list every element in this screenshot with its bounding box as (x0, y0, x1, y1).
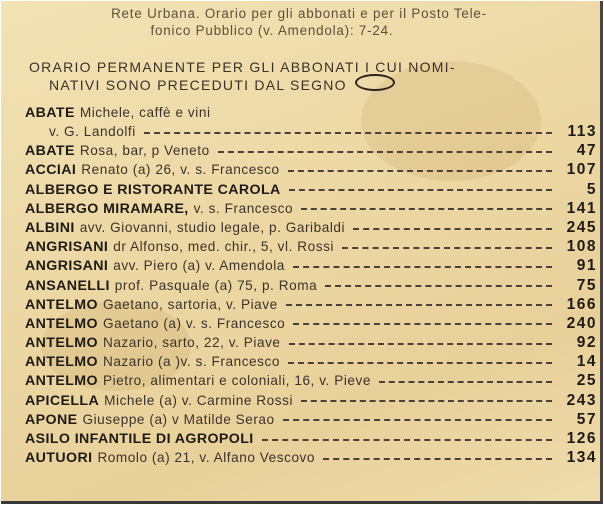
subscriber-name: ANTELMO (25, 335, 98, 352)
listing-entry (25, 410, 597, 429)
subscriber-name: ASILO INFANTILE DI AGROPOLI (25, 431, 254, 447)
subscriber-detail: Michele (a) v. Carmine Rossi (104, 392, 294, 408)
subscriber-name: ANGRISANI (25, 239, 109, 256)
dotted-leader (353, 226, 552, 230)
subscriber-detail: Romolo (a) 21, v. Alfano Vescovo (97, 450, 316, 466)
phone-number: 92 (576, 334, 597, 352)
listing-entry (25, 276, 597, 295)
subscriber-name: ALBERGO E RISTORANTE CAROLA (25, 181, 281, 198)
subscriber-detail: Nazario, sarto, 22, v. Piave (102, 335, 281, 351)
dotted-leader (286, 302, 552, 306)
listing-entry (25, 218, 597, 237)
subscriber-name: APONE (25, 411, 78, 428)
listing-entry (25, 256, 597, 275)
dotted-leader (301, 398, 552, 402)
dotted-leader (323, 456, 552, 460)
notice-line-1: ORARIO PERMANENTE PER GLI ABBONATI I CUI NOMI- (29, 59, 456, 75)
subscriber-detail: Gaetano, sartoria, v. Piave (102, 296, 278, 312)
listing-entry (25, 429, 597, 448)
phone-number: 75 (576, 276, 597, 294)
listing-entry (25, 180, 597, 199)
dotted-leader (379, 379, 552, 383)
phone-number: 243 (566, 391, 597, 409)
phone-number: 47 (576, 142, 597, 160)
phone-number: 25 (576, 372, 597, 390)
subscriber-name: ANSANELLI (25, 277, 110, 294)
phone-number: 107 (566, 161, 597, 179)
phone-number: 141 (566, 199, 597, 217)
notice-line-2 (49, 77, 456, 95)
subscriber-detail: v. s. Francesco (193, 200, 294, 216)
listing-entry (25, 391, 597, 410)
listing-entry (25, 237, 597, 256)
subscriber-name: ALBINI (25, 219, 75, 236)
dotted-leader (283, 417, 552, 421)
subscriber-name: ANTELMO (25, 296, 98, 313)
phone-number: 14 (576, 353, 597, 371)
notice-line-2-text: NATIVI SONO PRECEDUTI DAL SEGNO (49, 76, 347, 93)
subscriber-detail: Nazario (a )v. s. Francesco (102, 354, 280, 370)
listing-entry (25, 448, 597, 467)
listing-entry (25, 371, 597, 390)
subscriber-detail: Pietro, alimentari e coloniali, 16, v. Pieve (102, 373, 371, 389)
listing-entry (25, 333, 597, 352)
listing-entry (25, 295, 597, 314)
dotted-leader (144, 130, 552, 134)
subscriber-detail: Michele, caffè e vini (79, 105, 211, 120)
schedule-notice (21, 59, 456, 94)
subscriber-name: ANTELMO (25, 373, 98, 390)
dotted-leader (289, 187, 552, 191)
subscriber-address: v. G. Landolfi (49, 124, 136, 139)
header-line-2: fonico Pubblico (v. Amendola): 7-24. (150, 23, 394, 38)
newspaper-clipping (1, 1, 603, 504)
phone-number: 113 (567, 123, 597, 140)
subscriber-name: ACCIAI (25, 162, 77, 179)
subscriber-name: ABATE (25, 143, 75, 160)
listing-entry (25, 352, 597, 371)
subscriber-detail: Renato (a) 26, v. s. Francesco (81, 162, 280, 178)
dotted-leader (288, 168, 552, 172)
listing-entry-continuation (25, 122, 597, 141)
phone-number: 108 (566, 238, 597, 256)
subscriber-name: APICELLA (25, 392, 100, 409)
oval-sign-icon (355, 74, 395, 91)
dotted-leader (342, 245, 552, 249)
subscriber-name: ABATE (25, 105, 75, 121)
subscriber-name: ANTELMO (25, 354, 98, 371)
dotted-leader (288, 360, 552, 364)
subscriber-name: AUTUORI (25, 450, 93, 467)
listing-entry (25, 160, 597, 179)
listing-entry (25, 314, 597, 333)
subscriber-name: ANTELMO (25, 315, 98, 332)
subscriber-detail: Gaetano (a) v. s. Francesco (102, 315, 286, 331)
dotted-leader (289, 341, 552, 345)
subscriber-name: ALBERGO MIRAMARE, (25, 200, 189, 217)
phone-number: 245 (566, 218, 597, 236)
phone-number: 134 (566, 449, 597, 467)
subscriber-detail: avv. Giovanni, studio legale, p. Garibaldi (79, 219, 346, 235)
phone-number: 166 (566, 295, 597, 313)
dotted-leader (325, 283, 552, 287)
phone-number: 126 (566, 430, 597, 447)
phone-number: 5 (586, 180, 597, 198)
header-line-1: Rete Urbana. Orario per gli abbonati e per il Posto Tele- (111, 6, 487, 21)
dotted-leader (218, 149, 552, 153)
dotted-leader (262, 437, 552, 441)
dotted-leader (301, 206, 552, 210)
listing-entry (25, 104, 597, 122)
dotted-leader (293, 321, 552, 325)
phone-number: 240 (566, 314, 597, 332)
subscriber-detail: avv. Piero (a) v. Amendola (113, 258, 285, 274)
subscriber-detail: Rosa, bar, p Veneto (79, 143, 210, 159)
phone-number: 57 (576, 410, 597, 428)
directory-header (1, 5, 603, 39)
dotted-leader (293, 264, 552, 268)
clipping-edge (600, 1, 603, 501)
subscriber-name: ANGRISANI (25, 258, 109, 275)
subscriber-detail: prof. Pasquale (a) 75, p. Roma (114, 277, 318, 293)
subscriber-detail: dr Alfonso, med. chir., 5, vl. Rossi (113, 239, 334, 255)
phone-number: 91 (576, 257, 597, 275)
listing-entry (25, 141, 597, 160)
listing-entry (25, 199, 597, 218)
subscriber-detail: Giuseppe (a) v Matilde Serao (82, 411, 275, 427)
subscriber-listing (25, 104, 597, 467)
